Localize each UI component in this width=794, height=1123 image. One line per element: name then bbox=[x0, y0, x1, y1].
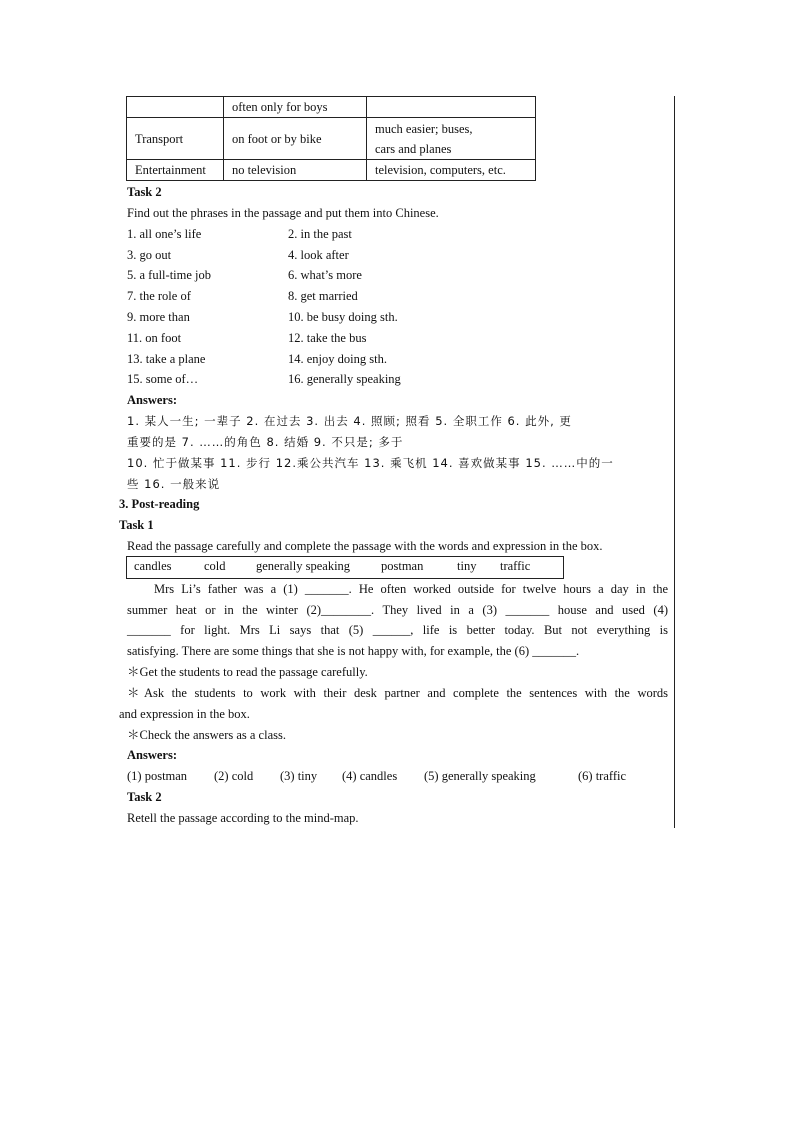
phrase-item: 1. all one’s life bbox=[127, 227, 202, 241]
task2-heading: Task 2 bbox=[127, 185, 162, 199]
comparison-table bbox=[126, 96, 536, 181]
phrase-item: 2. in the past bbox=[288, 227, 352, 241]
cell-line: cars and planes bbox=[375, 141, 452, 156]
step-item: and expression in the box. bbox=[119, 707, 250, 721]
task2-heading: Task 2 bbox=[127, 790, 162, 804]
table-cell: on foot or by bike bbox=[224, 118, 367, 160]
answer-item: (2) cold bbox=[214, 769, 254, 783]
phrase-item: 5. a full-time job bbox=[127, 268, 212, 282]
box-word: traffic bbox=[500, 559, 531, 573]
table-cell: television, computers, etc. bbox=[367, 160, 536, 181]
passage-line: _______ for light. Mrs Li says that (5) ______, life is better today. But not everything is bbox=[127, 623, 668, 637]
phrase-item: 12. take the bus bbox=[288, 331, 367, 345]
table-cell bbox=[127, 97, 224, 118]
answers-text: 重要的是 7. ……的角色 8. 结婚 9. 不只是; 多于 bbox=[127, 435, 404, 449]
table-cell: Entertainment bbox=[127, 160, 224, 181]
task2-instruction: Find out the phrases in the passage and put them into Chinese. bbox=[127, 206, 439, 220]
phrase-item: 16. generally speaking bbox=[288, 372, 401, 386]
cell-line: much easier; buses, bbox=[375, 121, 473, 136]
table-cell bbox=[367, 118, 536, 160]
word-box bbox=[126, 556, 564, 579]
answers-text: 10. 忙于做某事 11. 步行 12.乘公共汽车 13. 乘飞机 14. 喜欢做某事 15. ……中的一 bbox=[127, 456, 614, 470]
passage-line: summer heat or in the winter (2)________. They lived in a (3) _______ house and used (4) bbox=[127, 603, 668, 617]
phrase-item: 10. be busy doing sth. bbox=[288, 310, 398, 324]
answers-text: 些 16. 一般来说 bbox=[127, 477, 221, 491]
box-word: tiny bbox=[457, 559, 477, 573]
phrase-item: 9. more than bbox=[127, 310, 190, 324]
table-row bbox=[127, 160, 536, 181]
answers-label: Answers: bbox=[127, 748, 177, 762]
answer-item: (5) generally speaking bbox=[424, 769, 536, 783]
phrase-item: 8. get married bbox=[288, 289, 358, 303]
phrase-item: 11. on foot bbox=[127, 331, 182, 345]
phrase-item: 14. enjoy doing sth. bbox=[288, 352, 387, 366]
step-item: ＊Ask the students to work with their desk partner and complete the sentences with the words bbox=[127, 686, 668, 700]
table-row bbox=[127, 97, 536, 118]
passage-line: satisfying. There are some things that she is not happy with, for example, the (6) _______. bbox=[127, 644, 580, 658]
task1-heading: Task 1 bbox=[119, 518, 154, 532]
phrase-item: 7. the role of bbox=[127, 289, 191, 303]
step-item: ＊Get the students to read the passage carefully. bbox=[127, 665, 368, 679]
phrase-item: 3. go out bbox=[127, 248, 172, 262]
phrase-item: 4. look after bbox=[288, 248, 349, 262]
table-row bbox=[127, 118, 536, 160]
box-word: candles bbox=[134, 559, 172, 573]
task1-instruction: Read the passage carefully and complete the passage with the words and expression in the box. bbox=[127, 539, 603, 553]
answers-label: Answers: bbox=[127, 393, 177, 407]
page-right-border bbox=[674, 96, 675, 828]
phrase-item: 6. what’s more bbox=[288, 268, 362, 282]
table-cell: often only for boys bbox=[224, 97, 367, 118]
table-cell: no television bbox=[224, 160, 367, 181]
box-word: postman bbox=[381, 559, 424, 573]
task2-instruction: Retell the passage according to the mind-map. bbox=[127, 811, 359, 825]
step-item: ＊Check the answers as a class. bbox=[127, 728, 286, 742]
table-cell: Transport bbox=[127, 118, 224, 160]
answer-item: (4) candles bbox=[342, 769, 398, 783]
phrase-item: 15. some of… bbox=[127, 372, 199, 386]
answer-item: (6) traffic bbox=[578, 769, 627, 783]
passage-line: Mrs Li’s father was a (1) _______. He often worked outside for twelve hours a day in the bbox=[154, 582, 668, 596]
answer-item: (3) tiny bbox=[280, 769, 318, 783]
answers-text: 1. 某人一生; 一辈子 2. 在过去 3. 出去 4. 照顾; 照看 5. 全职工作 6. 此外, 更 bbox=[127, 414, 572, 428]
box-word: cold bbox=[204, 559, 226, 573]
table-cell bbox=[367, 97, 536, 118]
phrase-item: 13. take a plane bbox=[127, 352, 206, 366]
section-heading: 3. Post-reading bbox=[119, 497, 200, 511]
box-word: generally speaking bbox=[256, 559, 351, 573]
answer-item: (1) postman bbox=[127, 769, 188, 783]
